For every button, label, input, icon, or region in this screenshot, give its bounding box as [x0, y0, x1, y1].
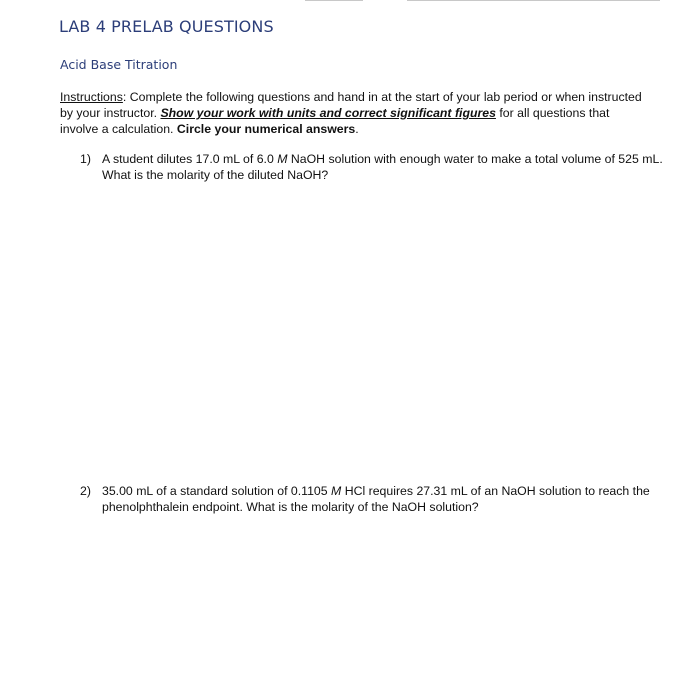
instructions-bold: Circle your numerical answers [176, 122, 356, 136]
question-number: 1) [80, 152, 91, 166]
top-rule-left [305, 0, 363, 1]
question-text-part-2: NaOH solution with enough water to make a total volume of 525 mL. What is the molarity of the diluted NaOH? [102, 152, 663, 182]
question-text-part-2: HCl requires 27.31 mL of an NaOH solution to reach the phenolphthalein endpoint. What is the molarity of the NaOH solution? [102, 484, 650, 514]
question-number: 2) [80, 484, 91, 498]
question-text-part-1: A student dilutes 17.0 mL of 6.0 [102, 152, 278, 166]
question-text [102, 151, 670, 183]
page-subtitle: Acid Base Titration [60, 57, 178, 72]
question-2 [80, 483, 670, 515]
molarity-unit: M [277, 152, 288, 166]
instructions-text-2: for all questions that involve a calculation. [60, 106, 610, 136]
instructions-colon: : [122, 90, 127, 104]
instructions-text-1: Complete the following questions and hand in at the start of your lab period or when instructed by your instructor. [60, 90, 642, 120]
top-rule-right [407, 0, 660, 1]
instructions-end: . [355, 122, 359, 136]
instructions-paragraph [60, 89, 645, 137]
question-text [102, 483, 670, 515]
question-text-part-1: 35.00 mL of a standard solution of 0.1105 [102, 484, 332, 498]
instructions-label: Instructions [60, 90, 123, 104]
molarity-unit: M [331, 484, 342, 498]
question-1 [80, 151, 670, 183]
instructions-emphasis: Show your work with units and correct significant figures [160, 106, 496, 120]
page-title: LAB 4 PRELAB QUESTIONS [59, 17, 274, 36]
